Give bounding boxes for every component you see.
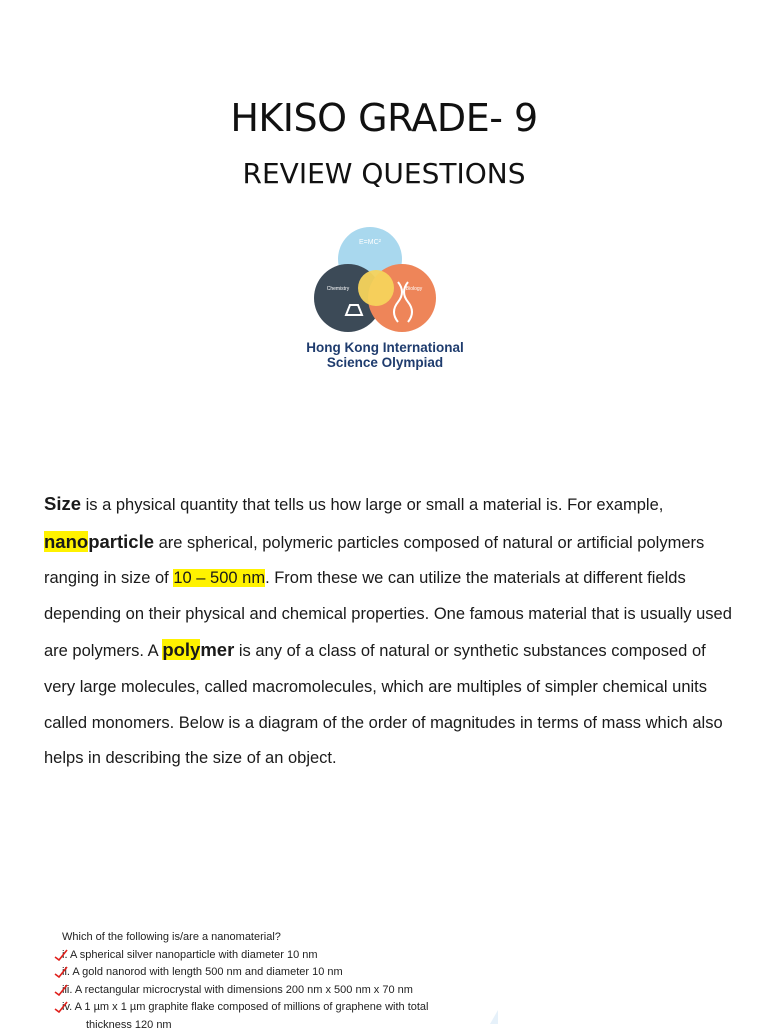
svg-text:Biology: Biology	[406, 286, 423, 292]
quiz-block	[62, 929, 502, 1034]
quiz-option-2: ii. A gold nanorod with length 500 nm and diameter 10 nm	[62, 964, 502, 982]
logo-caption-line2: Science Olympiad	[290, 355, 480, 370]
term-size: Size	[44, 493, 81, 514]
red-check-icon	[54, 1001, 68, 1013]
quiz-option-4: iv. A 1 µm x 1 µm graphite flake composed of millions of graphene with total	[62, 999, 502, 1017]
red-check-icon	[54, 949, 68, 961]
svg-text:E=MC²: E=MC²	[359, 239, 382, 246]
page-subtitle: REVIEW QUESTIONS	[0, 157, 768, 190]
logo-caption	[290, 340, 480, 370]
term-mer: mer	[200, 639, 234, 660]
term-poly-highlight: poly	[162, 639, 200, 660]
red-check-icon	[54, 966, 68, 978]
svg-text:Chemistry: Chemistry	[327, 286, 350, 292]
page-title: HKISO GRADE- 9	[0, 96, 768, 140]
quiz-option-3: iii. A rectangular microcrystal with dimensions 200 nm x 500 nm x 70 nm	[62, 982, 502, 1000]
quiz-option-1: i. A spherical silver nanoparticle with diameter 10 nm	[62, 947, 502, 965]
intro-paragraph: Size is a physical quantity that tells us how large or small a material is. For example, nanoparticle are spherical, polymeric particles composed of natural or artificial polymers ranging in size of 10 – 500 nm. From these we can utilize the materials at different fields depending on their physical and chemical properties. One famous material that is usually used are polymers. A polymer is any of a class of natural or synthetic substances composed of very large molecules, called macromolecules, which are multiples of simpler chemical units called monomers. Below is a diagram of the order of magnitudes in terms of mass which also helps in describing the size of an object.	[44, 486, 734, 777]
red-check-icon	[54, 984, 68, 996]
quiz-question: Which of the following is/are a nanomaterial?	[62, 929, 502, 947]
venn-logo-icon	[290, 212, 490, 342]
term-nano-highlight: nano	[44, 531, 88, 552]
term-particle: particle	[88, 531, 154, 552]
size-range-highlight: 10 – 500 nm	[173, 569, 265, 587]
quiz-option-4-continued: thickness 120 nm	[62, 1017, 502, 1034]
decorative-corner	[490, 1010, 498, 1024]
logo-caption-line1: Hong Kong International	[290, 340, 480, 355]
